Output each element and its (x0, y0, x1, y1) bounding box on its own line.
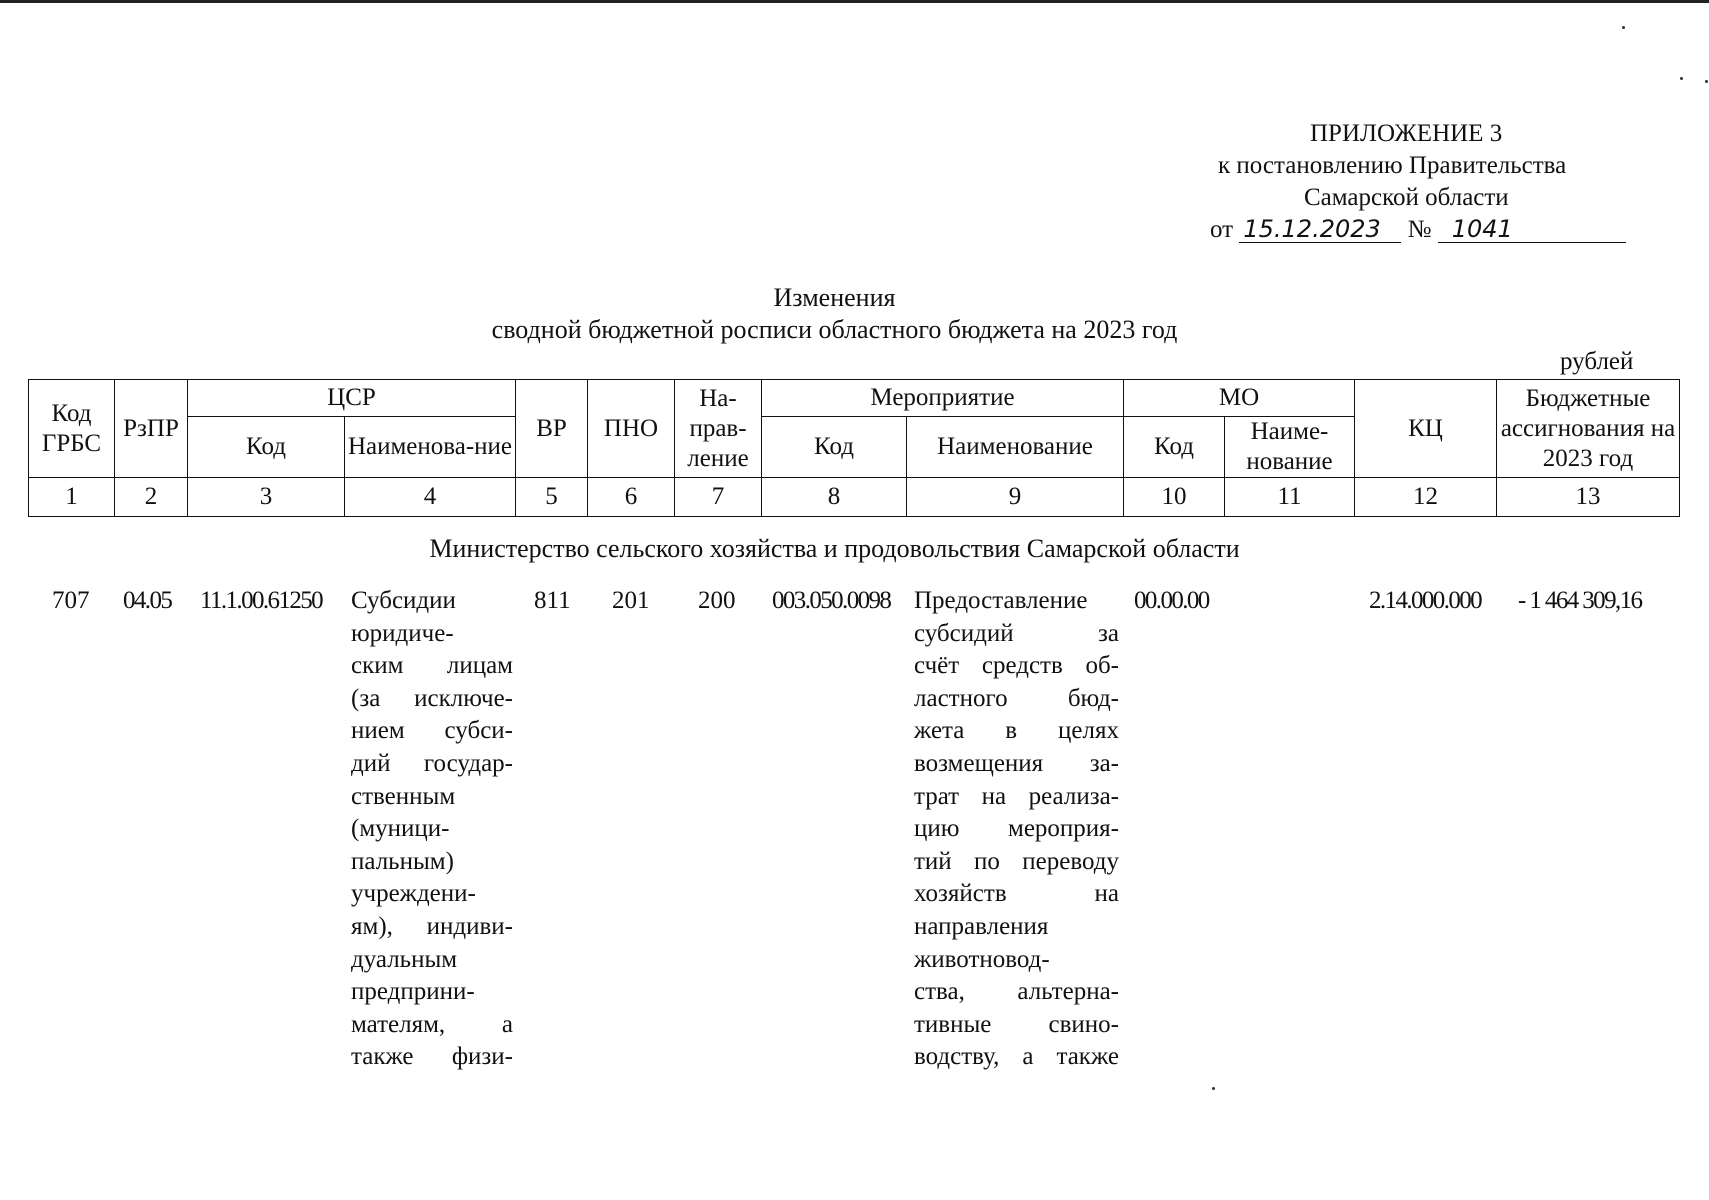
mer-name-line: животновод- (914, 945, 1050, 973)
column-number: 13 (1497, 478, 1680, 517)
csr-name-line: Субсидии (351, 587, 456, 614)
header-napravlenie: На-прав-ление (675, 380, 762, 478)
csr-name-line: учреждени- (351, 880, 476, 908)
mer-name-line: возмещения за- (914, 749, 1119, 777)
column-number: 2 (115, 478, 188, 517)
csr-name-line: ственным (351, 782, 456, 810)
column-number: 10 (1124, 478, 1225, 517)
scan-speck (1705, 80, 1708, 83)
scan-speck (1622, 26, 1625, 29)
mer-name-line: субсидий за (914, 619, 1119, 647)
csr-name-line: дуальным (351, 945, 458, 973)
header-row-1 (29, 380, 1680, 417)
row-mer-kod: 003.050.0098 (772, 587, 891, 614)
header-mer-kod: Код (762, 417, 907, 478)
mer-name-line: водству, а также (914, 1043, 1119, 1071)
handwritten-number: 1041 (1438, 216, 1626, 243)
number-label: № (1407, 216, 1432, 243)
mer-name-line: направления (914, 912, 1049, 940)
header-mo-name: Наиме-нование (1225, 417, 1355, 478)
column-number: 9 (907, 478, 1124, 517)
column-number-row (29, 478, 1680, 517)
row-kod-grbs: 707 (52, 587, 90, 614)
header-csr-name: Наименова-ние (345, 417, 516, 478)
mer-name-line: Предоставление (914, 587, 1088, 614)
row-rzpr: 04.05 (123, 587, 172, 614)
budget-table (28, 379, 1680, 517)
scan-speck (1212, 1087, 1215, 1090)
row-napravlenie: 200 (698, 587, 736, 614)
csr-name-line: мателям, а (351, 1010, 513, 1038)
csr-name-line: также физи- (351, 1043, 513, 1071)
document-title: Изменения (773, 283, 896, 312)
header-kod-grbs: Код ГРБС (29, 380, 115, 478)
header-csr-kod: Код (188, 417, 345, 478)
csr-name-line: предприни- (351, 978, 475, 1006)
ministry-heading: Министерство сельского хозяйства и продовольствия Самарской области (429, 534, 1240, 563)
header-mer-name: Наименование (907, 417, 1124, 478)
row-pno: 201 (612, 587, 650, 614)
mer-name-line: трат на реализа- (914, 782, 1119, 810)
csr-name-line: (за исключе- (351, 684, 513, 712)
column-number: 6 (588, 478, 675, 517)
mer-name-line: ластного бюд- (914, 684, 1119, 712)
row-budget: - 1 464 309,16 (1518, 587, 1642, 614)
csr-name-line: юридиче- (351, 619, 454, 647)
csr-name-line: пальным) (351, 847, 454, 875)
csr-name-line: ям), индиви- (351, 912, 513, 940)
mer-name-line: тий по переводу (914, 847, 1119, 875)
handwritten-date: 15.12.2023 (1239, 216, 1401, 243)
column-number: 12 (1355, 478, 1497, 517)
mer-name-line: жета в целях (914, 717, 1119, 745)
column-number: 5 (516, 478, 588, 517)
header-pno: ПНО (588, 380, 675, 478)
appendix-resolution: к постановлению Правительства (1218, 152, 1567, 179)
mer-name-line: ства, альтерна- (914, 978, 1119, 1006)
mer-name-line: тивные свино- (914, 1010, 1119, 1038)
column-number: 3 (188, 478, 345, 517)
row-kc: 2.14.000.000 (1369, 587, 1482, 614)
column-number: 7 (675, 478, 762, 517)
scan-edge-line (0, 0, 1709, 3)
row-mo-kod: 00.00.00 (1134, 587, 1209, 614)
header-vr: ВР (516, 380, 588, 478)
column-number: 8 (762, 478, 907, 517)
scan-speck (1680, 77, 1683, 80)
units-label: рублей (1560, 348, 1634, 375)
row-vr: 811 (534, 587, 571, 614)
appendix-number: ПРИЛОЖЕНИЕ 3 (1310, 120, 1503, 147)
csr-name-line: (муници- (351, 815, 450, 843)
mer-name-line: счёт средств об- (914, 652, 1119, 680)
appendix-block (1210, 118, 1680, 246)
mer-name-line: хозяйств на (914, 880, 1119, 908)
csr-name-line: дий государ- (351, 749, 513, 777)
header-csr: ЦСР (188, 380, 516, 417)
header-mo: МО (1124, 380, 1355, 417)
row-csr-kod: 11.1.00.61250 (200, 587, 323, 614)
column-number: 4 (345, 478, 516, 517)
column-number: 1 (29, 478, 115, 517)
appendix-region: Самарской области (1304, 184, 1509, 211)
csr-name-line: нием субси- (351, 717, 513, 745)
header-rzpr: РзПР (115, 380, 188, 478)
row-csr-name (351, 585, 513, 1074)
appendix-date-line (1210, 214, 1680, 246)
column-number: 11 (1225, 478, 1355, 517)
document-subtitle: сводной бюджетной росписи областного бюджета на 2023 год (491, 315, 1178, 344)
mer-name-line: цию мероприя- (914, 815, 1119, 843)
from-label: от (1210, 216, 1234, 243)
row-mer-name (914, 585, 1119, 1074)
header-mo-kod: Код (1124, 417, 1225, 478)
header-budget: Бюджетные ассигнования на 2023 год (1497, 380, 1680, 478)
header-meropriyatie: Мероприятие (762, 380, 1124, 417)
header-kc: КЦ (1355, 380, 1497, 478)
csr-name-line: ским лицам (351, 652, 513, 680)
